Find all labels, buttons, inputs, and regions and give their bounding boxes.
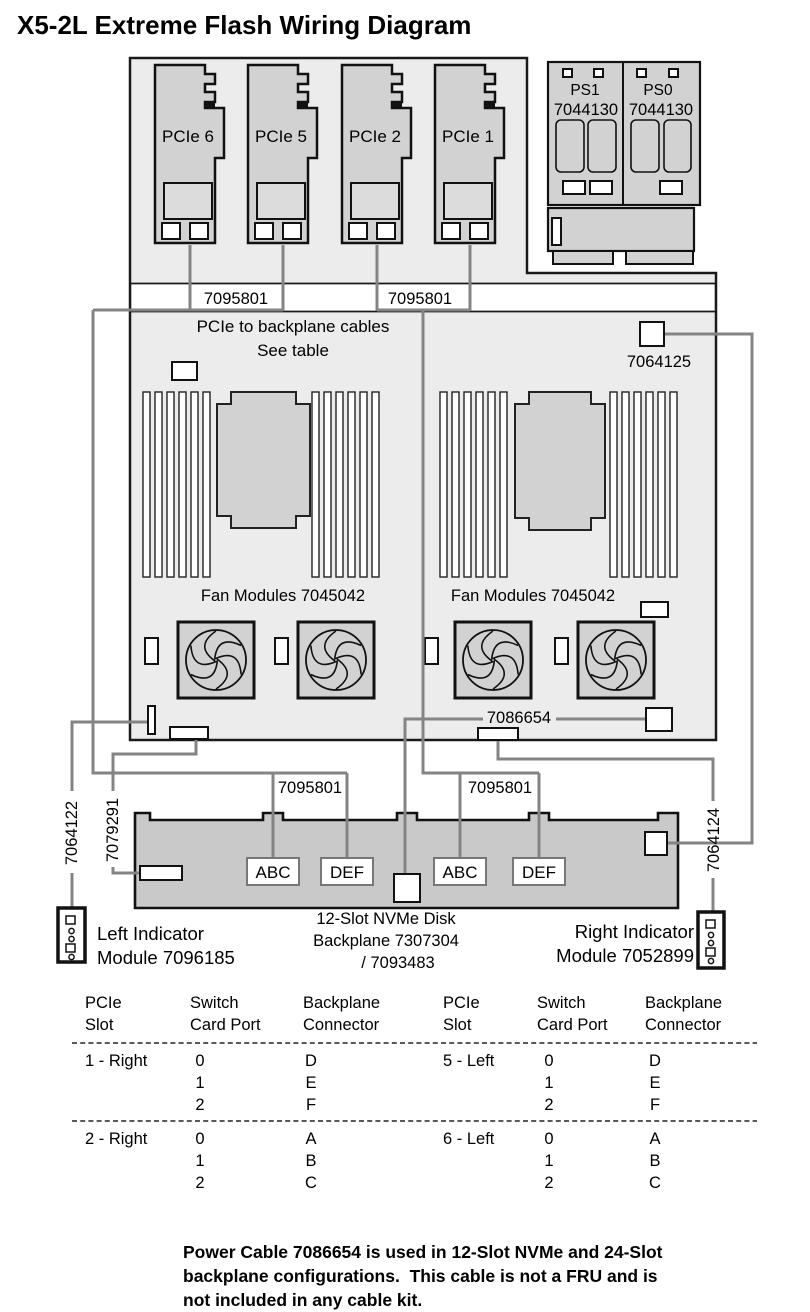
- table-cell-port: 0: [195, 1052, 205, 1070]
- table-cell-slot: 1 - Right: [85, 1052, 148, 1070]
- table-header: Slot: [85, 1016, 114, 1034]
- table-header: Card Port: [537, 1016, 608, 1034]
- table-cell-port: 2: [195, 1096, 205, 1114]
- ps1-handle: [556, 120, 584, 172]
- psu-bay-slot: [552, 218, 561, 245]
- fan-connector: [145, 638, 158, 664]
- table-cell-slot: 6 - Left: [443, 1130, 495, 1148]
- mb-right-connector-7064125: [640, 322, 664, 346]
- mb-power-connector: [646, 708, 672, 731]
- pcie-card-1-label: PCIe 1: [442, 127, 494, 146]
- table-header: Connector: [645, 1016, 722, 1034]
- table-cell-slot: 5 - Left: [443, 1052, 495, 1070]
- table-cell-connector: A: [649, 1130, 661, 1148]
- cable-label-7095801-top-right: 7095801: [387, 290, 453, 308]
- ps0-label: PS0: [643, 82, 673, 99]
- right-indicator-label-line2: Module 7052899: [556, 945, 694, 966]
- led-icon: [66, 916, 75, 924]
- table-cell-port: 1: [544, 1152, 554, 1170]
- psu-foot: [626, 251, 693, 264]
- table-cell-connector: C: [305, 1174, 317, 1192]
- led-icon: [706, 948, 715, 956]
- table-cell-connector: B: [649, 1152, 661, 1170]
- mb-bottom-connector-center: [478, 728, 518, 740]
- led-icon: [708, 932, 713, 937]
- footer-note-line1: Power Cable 7086654 is used in 12-Slot NVMe and 24-Slot: [183, 1242, 663, 1262]
- backplane-name-line3: / 7093483: [361, 954, 435, 972]
- table-cell-connector: E: [649, 1074, 661, 1092]
- routing-note-line1: PCIe to backplane cables: [196, 317, 390, 336]
- table-header: Connector: [303, 1016, 380, 1034]
- ps0-led-icon: [669, 69, 678, 77]
- ps0-led-icon: [637, 69, 646, 77]
- cable-label-7064124: 7064124: [705, 807, 723, 873]
- cpu-socket-left: [217, 392, 310, 528]
- ps0-handle: [664, 120, 691, 172]
- led-icon: [66, 944, 75, 952]
- pcie-card-5-label: PCIe 5: [255, 127, 307, 146]
- fan-modules-left-label: Fan Modules 7045042: [200, 587, 366, 605]
- def-right-label: DEF: [522, 863, 556, 882]
- psu-foot: [553, 251, 613, 264]
- table-header: Backplane: [645, 994, 723, 1012]
- led-icon: [69, 928, 74, 933]
- left-indicator-label-line2: Module 7096185: [97, 947, 235, 968]
- led-icon: [69, 936, 74, 941]
- table-cell-port: 0: [544, 1052, 554, 1070]
- backplane-power-connector: [394, 874, 420, 902]
- fan-module-icon: [298, 622, 374, 698]
- table-cell-port: 2: [195, 1174, 205, 1192]
- ps1-handle: [588, 120, 616, 172]
- table-cell-connector: B: [305, 1152, 317, 1170]
- table-cell-port: 2: [544, 1096, 554, 1114]
- cpu-socket-right: [515, 392, 605, 530]
- table-header: PCIe: [85, 994, 122, 1012]
- table-cell-port: 0: [195, 1130, 205, 1148]
- right-indicator-module: [698, 912, 724, 968]
- pcie-card-6-label: PCIe 6: [162, 127, 214, 146]
- abc-left-label: ABC: [255, 863, 291, 882]
- table-cell-connector: F: [649, 1096, 661, 1114]
- left-indicator-label-line1: Left Indicator: [97, 923, 204, 944]
- fan-connector: [425, 638, 438, 664]
- table-cell-connector: D: [649, 1052, 661, 1070]
- led-icon: [69, 954, 74, 959]
- table-header: PCIe: [443, 994, 480, 1012]
- backplane-right-connector: [645, 832, 667, 855]
- mb-bottom-connector-left: [170, 727, 208, 739]
- table-cell-connector: C: [649, 1174, 661, 1192]
- mb-connector: [641, 602, 668, 617]
- port-mapping-table: [72, 994, 757, 1192]
- mb-left-edge-connector: [148, 706, 155, 734]
- table-cell-port: 1: [195, 1152, 205, 1170]
- backplane-name-line2: Backplane 7307304: [313, 932, 459, 950]
- table-header: Switch: [190, 994, 239, 1012]
- table-cell-port: 1: [195, 1074, 205, 1092]
- ps1-part-number: 7044130: [553, 101, 619, 119]
- abc-right-label: ABC: [442, 863, 478, 882]
- cable-label-7095801-bottom-right: 7095801: [467, 779, 533, 797]
- table-cell-connector: F: [305, 1096, 317, 1114]
- routing-note-line2: See table: [257, 341, 329, 360]
- footer-note-line3: not included in any cable kit.: [183, 1290, 423, 1310]
- ps1-label: PS1: [570, 82, 600, 99]
- fan-connector: [275, 638, 288, 664]
- mb-connector: [172, 362, 197, 380]
- right-indicator-label-line1: Right Indicator: [574, 921, 694, 942]
- ps1-socket: [563, 181, 585, 194]
- ps1-led-icon: [594, 69, 603, 77]
- table-cell-port: 2: [544, 1174, 554, 1192]
- cable-label-7079291: 7079291: [104, 797, 122, 863]
- table-header: Switch: [537, 994, 586, 1012]
- ps0-part-number: 7044130: [628, 101, 694, 119]
- cable-label-7064125: 7064125: [626, 353, 692, 371]
- def-left-label: DEF: [330, 863, 364, 882]
- page-title: X5-2L Extreme Flash Wiring Diagram: [17, 10, 472, 40]
- backplane-left-connector: [140, 866, 182, 880]
- pcie-card-6: [155, 65, 224, 243]
- table-cell-connector: D: [305, 1052, 317, 1070]
- table-header: Backplane: [303, 994, 381, 1012]
- table-header: Card Port: [190, 1016, 261, 1034]
- fan-module-icon: [178, 622, 254, 698]
- ps0-socket: [660, 181, 682, 194]
- pcie-card-2: [342, 65, 411, 243]
- left-indicator-module: [58, 908, 85, 962]
- fan-modules-right-label: Fan Modules 7045042: [450, 587, 616, 605]
- pcie-card-2-label: PCIe 2: [349, 127, 401, 146]
- power-supply-block: [548, 62, 700, 264]
- table-cell-port: 0: [544, 1130, 554, 1148]
- cable-label-7086654: 7086654: [486, 709, 552, 727]
- table-header: Slot: [443, 1016, 472, 1034]
- psu-bay: [548, 208, 694, 251]
- cable-label-7095801-bottom-left: 7095801: [277, 779, 343, 797]
- table-cell-slot: 2 - Right: [85, 1130, 148, 1148]
- pcie-card-5: [248, 65, 317, 243]
- fan-module-icon: [455, 622, 531, 698]
- table-cell-connector: E: [305, 1074, 317, 1092]
- pcie-card-1: [435, 65, 504, 243]
- table-cell-connector: A: [305, 1130, 317, 1148]
- fan-connector: [555, 638, 568, 664]
- table-cell-port: 1: [544, 1074, 554, 1092]
- led-icon: [708, 940, 713, 945]
- led-icon: [708, 958, 713, 963]
- ps1-socket: [590, 181, 612, 194]
- cable-label-7095801-top-left: 7095801: [203, 290, 269, 308]
- fan-module-icon: [578, 622, 654, 698]
- footer-note-line2: backplane configurations. This cable is not a FRU and is: [183, 1266, 658, 1286]
- ps1-led-icon: [563, 69, 572, 77]
- ps0-handle: [631, 120, 659, 172]
- cable-label-7064122: 7064122: [63, 800, 81, 866]
- led-icon: [706, 920, 715, 928]
- backplane-name-line1: 12-Slot NVMe Disk: [316, 910, 456, 928]
